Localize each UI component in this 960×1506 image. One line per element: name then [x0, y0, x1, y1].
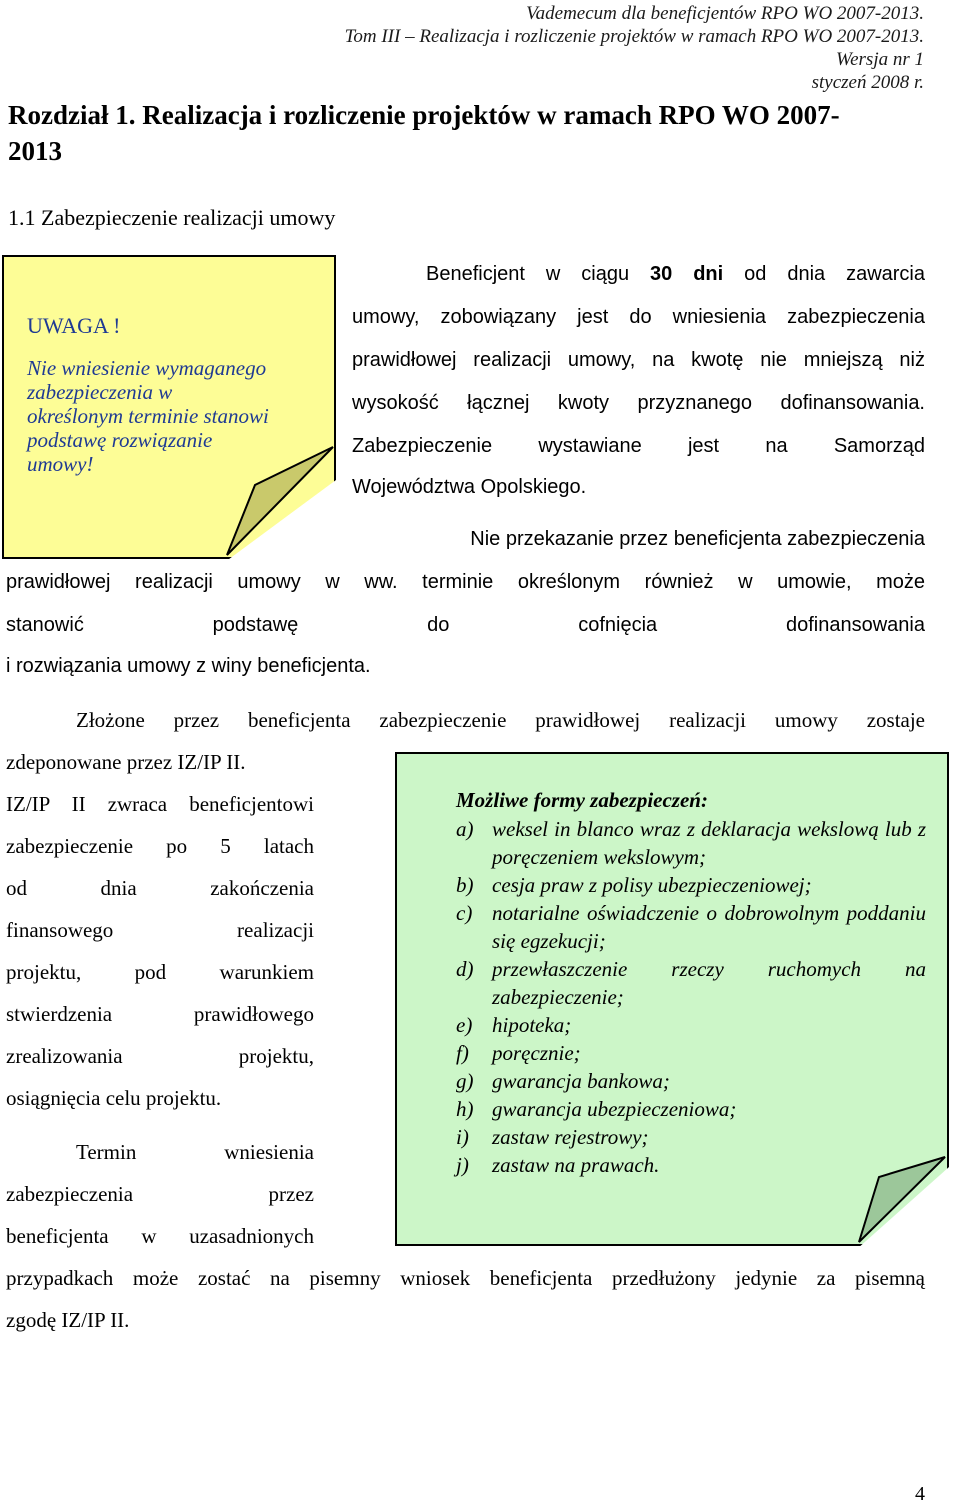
paragraph-1	[352, 263, 925, 503]
paragraph-1-line: Zabezpieczenie wystawiane jest na Samorząd	[352, 435, 925, 457]
chapter-title-line-2: 2013	[8, 136, 62, 166]
list-item-text: cesja praw z polisy ubezpieczeniowej;	[492, 873, 812, 897]
list-item-text: gwarancja ubezpieczeniowa;	[492, 1097, 737, 1121]
warning-note-line: podstawę rozwiązanie	[27, 428, 213, 452]
list-item-text: hipoteka;	[492, 1013, 572, 1037]
paragraph-1-line: Województwa Opolskiego.	[352, 476, 587, 498]
list-marker: a)	[456, 817, 474, 841]
forms-note-title: Możliwe formy zabezpieczeń:	[456, 788, 708, 812]
paragraph-2-line: stanowić podstawę do cofnięcia dofinansowania	[6, 614, 925, 636]
list-marker: g)	[456, 1069, 474, 1093]
paragraph-3-column	[6, 792, 314, 1132]
forms-list-item	[456, 815, 926, 871]
paragraph-4-column	[6, 1140, 314, 1260]
forms-list-item	[456, 1095, 926, 1123]
forms-list-item	[456, 1011, 926, 1039]
warning-note-line: określonym terminie stanowi	[27, 404, 269, 428]
paragraph-4-line: zgodę IZ/IP II.	[6, 1308, 130, 1332]
paragraph-1-bold: 30 dni	[650, 263, 724, 285]
header-line-1: Vademecum dla beneficjentów RPO WO 2007-2013.	[526, 3, 924, 24]
paragraph-1-line	[352, 263, 925, 286]
paragraph-3-line: zdeponowane przez IZ/IP II.	[6, 750, 246, 774]
list-marker: j)	[456, 1153, 469, 1177]
chapter-title-line-1: Rozdział 1. Realizacja i rozliczenie projektów w ramach RPO WO 2007-	[8, 100, 840, 130]
paragraph-1-line: prawidłowej realizacji umowy, na kwotę nie mniejszą niż	[352, 349, 925, 371]
paragraph-4-line: przypadkach może zostać na pisemny wniosek beneficjenta przedłużony jedynie za pisemną	[6, 1266, 925, 1290]
warning-note-line: zabezpieczenia w	[27, 380, 173, 404]
paragraph-3-line: Złożone przez beneficjenta zabezpieczenie prawidłowej realizacji umowy zostaje	[76, 708, 925, 732]
forms-list-item	[456, 955, 926, 1011]
warning-note-title: UWAGA !	[27, 313, 121, 338]
paragraph-2-line: i rozwiązania umowy z winy beneficjenta.	[6, 655, 371, 677]
paragraph-3-line: osiągnięcia celu projektu.	[6, 1086, 222, 1110]
paragraph-3-line: finansowego realizacji	[6, 918, 314, 942]
forms-list-item	[456, 1151, 926, 1179]
paragraph-4-bottom	[6, 1266, 925, 1346]
list-item-text: weksel in blanco wraz z deklaracja wekslową lub z poręczeniem wekslowym;	[492, 817, 926, 869]
list-item-text: poręcznie;	[492, 1041, 581, 1065]
list-item-text: zastaw na prawach.	[492, 1153, 660, 1177]
forms-list-item	[456, 1123, 926, 1151]
list-item-text: gwarancja bankowa;	[492, 1069, 670, 1093]
warning-note-text	[27, 356, 327, 476]
forms-list-item	[456, 899, 926, 955]
list-marker: d)	[456, 957, 474, 981]
header-line-3: Wersja nr 1	[836, 49, 924, 70]
list-marker: h)	[456, 1097, 474, 1121]
forms-list-item	[456, 871, 926, 899]
list-item-text: zastaw rejestrowy;	[492, 1125, 649, 1149]
list-marker: c)	[456, 901, 473, 925]
forms-list	[456, 815, 926, 1179]
paragraph-2	[6, 528, 925, 688]
warning-note-line: Nie wniesienie wymaganego	[27, 356, 267, 380]
forms-list-item	[456, 1039, 926, 1067]
paragraph-1-line: wysokość łącznej kwoty przyznanego dofinansowania.	[352, 392, 925, 414]
paragraph-4-line: beneficjenta w uzasadnionych	[6, 1224, 314, 1248]
paragraph-3-line: IZ/IP II zwraca beneficjentowi	[6, 792, 314, 816]
paragraph-1-text: Beneficjent w ciągu	[426, 263, 630, 285]
header-line-2: Tom III – Realizacja i rozliczenie projektów w ramach RPO WO 2007-2013.	[344, 26, 924, 47]
paragraph-3-line: zrealizowania projektu,	[6, 1044, 314, 1068]
paragraph-2-line: prawidłowej realizacji umowy w ww. terminie określonym również w umowie, może	[6, 571, 925, 593]
list-marker: b)	[456, 873, 474, 897]
chapter-title	[8, 97, 938, 169]
paragraph-4-line: zabezpieczenia przez	[6, 1182, 314, 1206]
list-marker: e)	[456, 1013, 473, 1037]
paragraph-1-text: od dnia zawarcia	[744, 263, 926, 285]
paragraph-1-line: umowy, zobowiązany jest do wniesienia zabezpieczenia	[352, 306, 925, 328]
paragraph-3-line: zabezpieczenie po 5 latach	[6, 834, 314, 858]
paragraph-3-line: projektu, pod warunkiem	[6, 960, 314, 984]
header-line-4: styczeń 2008 r.	[811, 72, 924, 93]
warning-note-line: umowy!	[27, 452, 94, 476]
page-number: 4	[915, 1483, 925, 1505]
list-marker: i)	[456, 1125, 469, 1149]
paragraph-4-line: Termin wniesienia	[76, 1140, 314, 1164]
forms-list-item	[456, 1067, 926, 1095]
list-item-text: notarialne oświadczenie o dobrowolnym poddaniu się egzekucji;	[492, 901, 926, 953]
paragraph-3-line: stwierdzenia prawidłowego	[6, 1002, 314, 1026]
paragraph-3-line: od dnia zakończenia	[6, 876, 314, 900]
list-item-text: przewłaszczenie rzeczy ruchomych na zabezpieczenie;	[492, 957, 926, 1009]
list-marker: f)	[456, 1041, 469, 1065]
section-title: 1.1 Zabezpieczenie realizacji umowy	[8, 205, 336, 230]
paragraph-2-line: Nie przekazanie przez beneficjenta zabezpieczenia	[470, 528, 925, 550]
